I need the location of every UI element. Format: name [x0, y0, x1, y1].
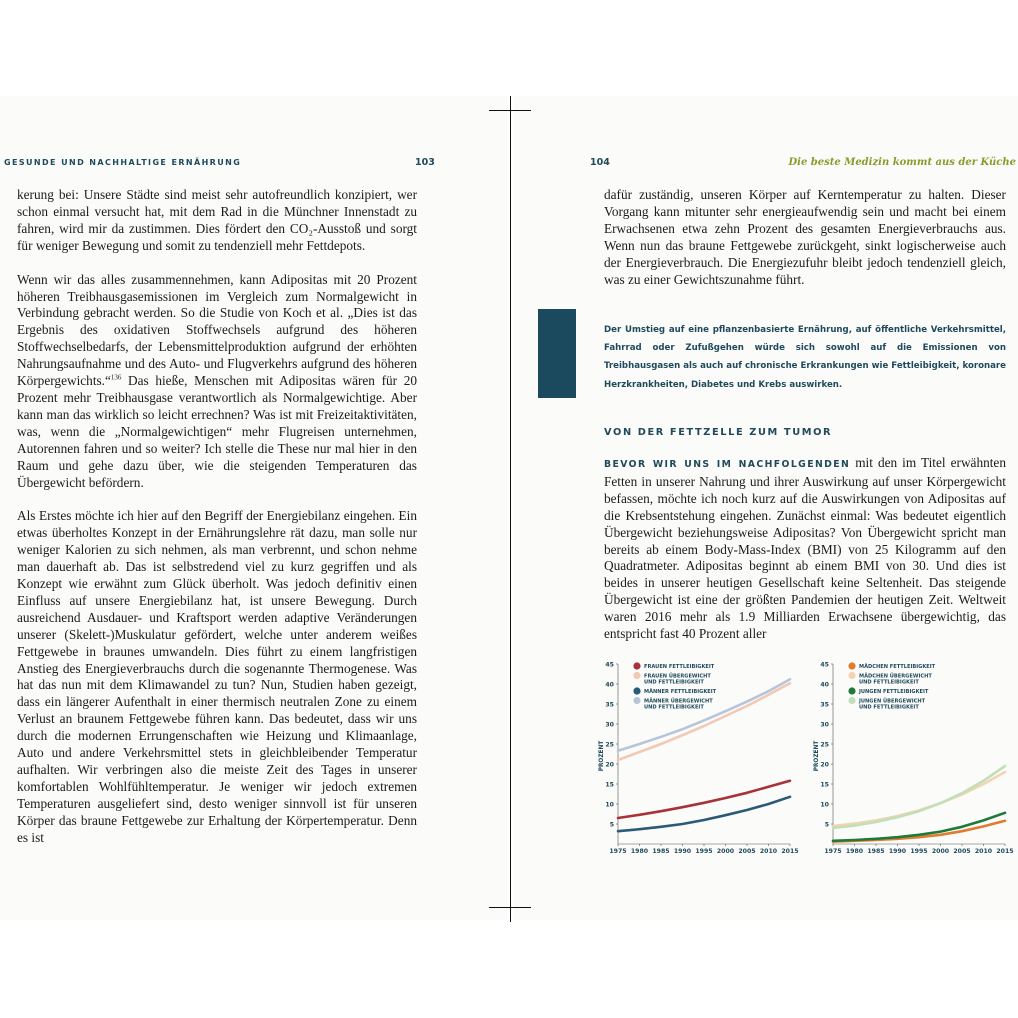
left-paragraph-2 [17, 272, 417, 492]
y-tick-label: 15 [605, 781, 614, 789]
x-tick-label: 1985 [867, 848, 885, 855]
crop-mark-top [489, 110, 531, 111]
x-tick-label: 1980 [845, 848, 864, 855]
right-running-head: Die beste Medizin kommt aus der Küche [788, 157, 1016, 168]
legend-label-4: MÄNNER ÜBERGEWICHT UND FETTLEIBIGKEIT [644, 698, 713, 711]
left-paragraph-1-text: kerung bei: Unsere Städte sind meist sehr autofreundlich konzipiert, wer schon einmal versucht hat, mit dem Rad in die Münchner Innenstadt zu fahren, wird mir da zustimmen. Dies fördert den CO₂-Ausstoß und sorgt für weniger Bewegung und somit zu tendenziell mehr Fettdepots. [17, 187, 417, 253]
left-paragraph-1 [17, 187, 417, 255]
y-tick-label: 45 [820, 661, 829, 669]
legend-swatch-2 [633, 672, 640, 679]
y-axis-label: PROZENT [599, 740, 605, 772]
x-tick-label: 1980 [630, 848, 649, 855]
x-tick-label: 1985 [652, 848, 670, 855]
legend-label-1: FRAUEN FETTLEIBIGKEIT [644, 664, 715, 670]
x-tick-label: 2015 [996, 848, 1014, 855]
y-tick-label: 25 [820, 741, 829, 749]
legend-label-1: MÄDCHEN FETTLEIBIGKEIT [859, 664, 936, 670]
left-paragraph-2-text-a: Wenn wir das alles zusammennehmen, kann Adipositas mit 20 Prozent höheren Treibhausgasemissionen im Vergleich zum Normalgewicht in Verbindung gebracht werden. So die Studie von Koch et al. „Dies ist das Ergebnis des oxidativen Stoffwechsels aufgrund des höheren Stoffwechselbedarfs, der Lebensmittelproduktion aufgrund der erhöhten Nahrungsaufnahme und des Auto- und Flugverkehrs aufgrund des höheren Körpergewichts.“ [17, 271, 417, 389]
y-tick-label: 45 [605, 661, 614, 669]
legend-label-2: FRAUEN ÜBERGEWICHT UND FETTLEIBIGKEIT [644, 673, 711, 686]
x-tick-label: 2000 [716, 848, 735, 855]
x-tick-label: 2010 [759, 848, 778, 855]
left-paragraph-3 [17, 508, 417, 846]
series-line-4 [833, 766, 1005, 828]
right-intro-paragraph: dafür zuständig, unseren Körper auf Kerntemperatur zu halten. Dieser Vorgang kann mitunter sehr energieaufwendig sein und macht bei einem Erwachsenen etwa zehn Prozent des gesamten Energieverbrauchs aus. Wenn nun das braune Fettgewebe zurückgeht, sinkt logischerweise auch der Energieverbrauch. Die Energiezufuhr bleibt jedoch tendenziell gleich, was zu einer Gewichtszunahme führt. [604, 187, 1006, 287]
section-heading: VON DER FETTZELLE ZUM TUMOR [604, 427, 833, 438]
callout-quote: Der Umstieg auf eine pflanzenbasierte Ernährung, auf öffentliche Verkehrsmittel, Fahrrad oder Zufußgehen würde sich sowohl auf die Emissionen von Treibhausgasen als auch auf chronische Erkrankungen wie Fettleibigkeit, koronare Herzkrankheiten, Diabetes und Krebs auswirken. [604, 325, 1006, 390]
y-tick-label: 20 [820, 761, 829, 769]
x-tick-label: 2015 [781, 848, 799, 855]
crop-mark-bottom [489, 907, 531, 908]
x-tick-label: 2000 [931, 848, 950, 855]
legend-swatch-1 [633, 662, 640, 669]
right-body-text [604, 455, 1006, 660]
series-line-2 [833, 772, 1005, 826]
x-tick-label: 1995 [910, 848, 928, 855]
legend-label-3: MÄNNER FETTLEIBIGKEIT [644, 689, 717, 695]
lead-in: BEVOR WIR UNS IM NACHFOLGENDEN [604, 459, 851, 470]
y-tick-label: 5 [609, 821, 614, 829]
right-intro-text [604, 187, 1006, 305]
y-tick-label: 10 [820, 801, 829, 809]
legend-swatch-4 [848, 697, 855, 704]
y-tick-label: 25 [605, 741, 614, 749]
x-tick-label: 1975 [824, 848, 842, 855]
y-tick-label: 40 [820, 681, 829, 689]
legend-label-4: JUNGEN ÜBERGEWICHT UND FETTLEIBIGKEIT [859, 698, 926, 711]
y-tick-label: 15 [820, 781, 829, 789]
right-page-number: 104 [590, 157, 610, 168]
y-axis-label: PROZENT [814, 740, 820, 772]
x-tick-label: 2005 [953, 848, 971, 855]
legend-swatch-2 [848, 672, 855, 679]
x-tick-label: 1990 [673, 848, 692, 855]
y-tick-label: 30 [605, 721, 614, 729]
x-tick-label: 2005 [738, 848, 756, 855]
left-paragraph-3-text: Als Erstes möchte ich hier auf den Begriff der Energiebilanz eingehen. Ein etwas überholtes Konzept in der Ernährungslehre rät dazu, man solle nur weniger Kalorien zu sich nehmen, als man verbrennt, und schon nehme man dauerhaft ab. Das ist selbstredend viel zu kurz gegriffen und als Konzept wie erwähnt zum Glück überholt. Was jedoch definitiv einen Einfluss auf unsere Energiebilanz hat, ist unsere Bewegung. Durch ausreichend Ausdauer- und Kraftsport werden adaptive Veränderungen unserer (Skelett-)Muskulatur gefördert, welche unter anderem weißes Fettgewebe in braunes umwandeln. Dies führt zu einem langfristigen Anstieg des Energieverbrauchs durch die sogenannte Thermogenese. Was hat das nun mit dem Klimawandel zu tun? Nun, Studien haben gezeigt, dass ein längerer Aufenthalt in einer thermisch neutralen Zone zu einem Verlust an braunem Fettgewebe führen kann. Das bedeutet, dass wir uns durch die modernen Errungenschaften wie Heizung und Klimaanlage, Auto und andere Verkehrsmittel stets in gleichbleibender Temperatur aufhalten. Wir verbringen also die meiste Zeit des Tages in unserer komfortablen Wohlfühltemperatur. Je weniger wir jedoch extremen Temperaturen ausgeliefert sind, desto weniger sinnvoll ist für unseren Körper das braune Fettgewebe zur Erhaltung der Körpertemperatur. Denn es ist [17, 508, 417, 845]
left-body-text [17, 187, 417, 864]
callout-accent-bar [538, 309, 576, 398]
legend-label-2: MÄDCHEN ÜBERGEWICHT UND FETTLEIBIGKEIT [859, 673, 932, 686]
left-paragraph-2-text-b: Das hieße, Menschen mit Adipositas wären für 20 Prozent mehr Treibhausgase verantwortlich als Normalgewichtige. Aber kann man das wirklich so leicht errechnen? Was ist mit Freizeitaktivitäten, was, wenn die „Normalgewichtigen“ mehr Flugreisen unternehmen, Autorennen fahren und so weiter? Ich stelle die These nur mal hier in den Raum und gehe dazu über, wie die steigenden Temperaturen das Übergewicht befördern. [17, 373, 417, 490]
series-line-1 [618, 781, 790, 818]
right-body-paragraph [604, 455, 1006, 643]
legend-swatch-1 [848, 662, 855, 669]
legend-swatch-3 [848, 687, 855, 694]
y-tick-label: 35 [820, 701, 829, 709]
y-tick-label: 35 [605, 701, 614, 709]
right-body-paragraph-text: mit den im Titel erwähnten Fetten in unserer Nahrung und ihrer Auswirkung auf unser Körpergewicht befassen, möchte ich noch kurz auf die Auswirkungen von Adipositas auf die Krebsentstehung eingehen. Zunächst einmal: Was bedeutet eigentlich Übergewicht beziehungsweise Adipositas? Von Übergewicht spricht man bereits ab einem Body-Mass-Index (BMI) von 25 Kilogramm auf den Quadratmeter. Adipositas beginnt ab einem BMI von 30. Und dies ist beides in unserer heutigen Gesellschaft keine Seltenheit. Das steigende Übergewicht ist eine der größten Pandemien der heutigen Zeit. Weltweit waren 2016 mehr als 1.9 Milliarden Erwachsene übergewichtig, das entspricht fast 40 Prozent aller [604, 455, 1006, 642]
x-tick-label: 1975 [609, 848, 627, 855]
y-tick-label: 20 [605, 761, 614, 769]
x-tick-label: 1995 [695, 848, 713, 855]
x-tick-label: 2010 [974, 848, 993, 855]
y-tick-label: 30 [820, 721, 829, 729]
y-tick-label: 40 [605, 681, 614, 689]
y-tick-label: 10 [605, 801, 614, 809]
legend-swatch-3 [633, 687, 640, 694]
left-running-head: GESUNDE UND NACHHALTIGE ERNÄHRUNG [4, 158, 242, 167]
y-tick-label: 5 [824, 821, 829, 829]
chart-adults [594, 658, 799, 858]
left-page-number: 103 [415, 157, 435, 168]
book-gutter-line [510, 96, 511, 922]
footnote-reference[interactable]: 136 [110, 373, 122, 382]
legend-label-3: JUNGEN FETTLEIBIGKEIT [859, 689, 929, 695]
x-tick-label: 1990 [888, 848, 907, 855]
chart-children [809, 658, 1014, 858]
legend-swatch-4 [633, 697, 640, 704]
